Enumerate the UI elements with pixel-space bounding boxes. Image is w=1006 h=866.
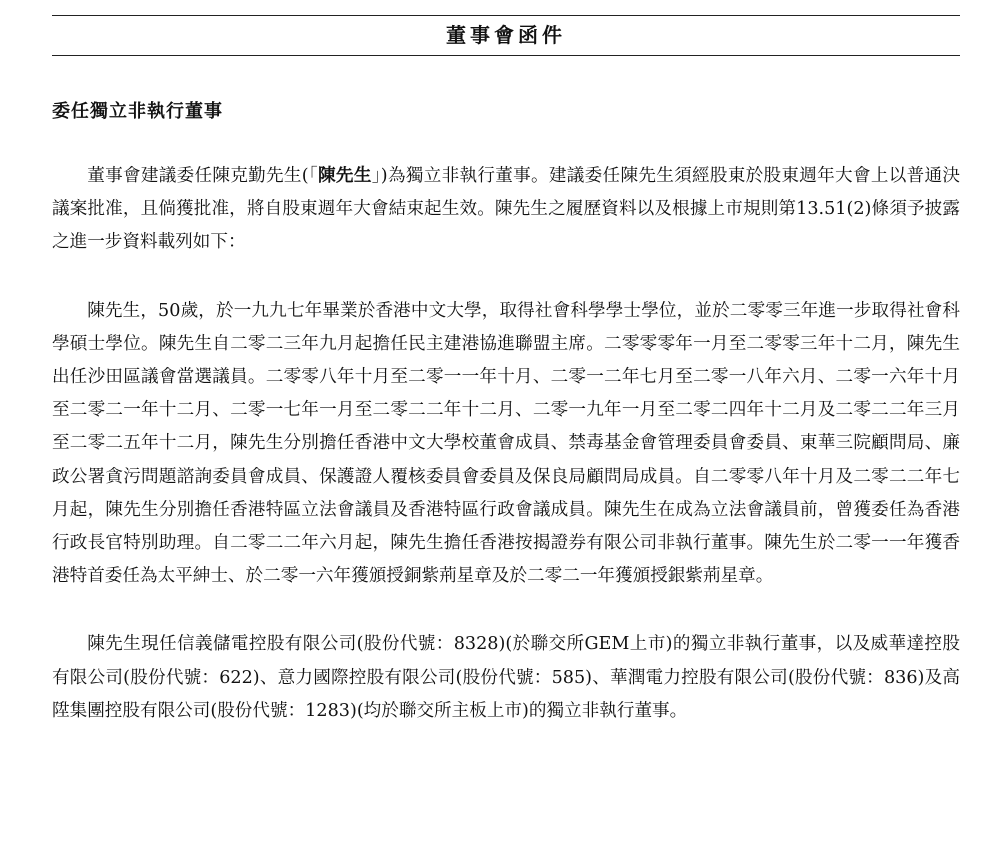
paragraph-biography: 陳先生，50歲，於一九九七年畢業於香港中文大學，取得社會科學學士學位，並於二零零三年進一步取得社會科學碩士學位。陳先生自二零二三年九月起擔任民主建港協進聯盟主席。二零零零年一月至二零零三年十二月，陳先生出任沙田區議會當選議員。二零零八年十月至二零一一年十月、二零一二年七月至二零一八年六月、二零一六年十月至二零二一年十二月、二零一七年一月至二零二二年十二月、二零一九年一月至二零二四年十二月及二零二二年三月至二零二五年十二月，陳先生分別擔任香港中文大學校董會成員、禁毒基金會管理委員會委員、東華三院顧問局、廉政公署貪污問題諮詢委員會成員、保護證人覆核委員會委員及保良局顧問局成員。自二零零八年十月及二零二二年七月起，陳先生分別擔任香港特區立法會議員及香港特區行政會議成員。陳先生在成為立法會議員前，曾獲委任為香港行政長官特別助理。自二零二二年六月起，陳先生擔任香港按揭證券有限公司非執行董事。陳先生於二零一一年獲香港特首委任為太平紳士、於二零一六年獲頒授銅紫荊星章及於二零二一年獲頒授銀紫荊星章。: [52, 300, 960, 587]
paragraph-directorships: 陳先生現任信義儲電控股有限公司(股份代號：8328)(於聯交所GEM上市)的獨立非執行董事，以及威華達控股有限公司(股份代號：622)、意力國際控股有限公司(股份代號：585)、華潤電力控股有限公司(股份代號：836)及高陞集團控股有限公司(股份代號：1283)(均於聯交所主板上市)的獨立非執行董事。: [52, 634, 960, 721]
section-heading: 委任獨立非執行董事: [52, 101, 223, 122]
paragraph-text-after: 」)為獨立非執行董事。建議委任陳先生須經股東於股東週年大會上以普通決議案批准，且倘獲批准，將自股東週年大會結束起生效。陳先生之履歷資料以及根據上市規則第13.51(2)條須予披露之進一步資料載列如下：: [52, 166, 960, 253]
page-title: 董事會函件: [52, 16, 960, 56]
paragraph-text-before: 董事會建議委任陳克勤先生(「: [87, 166, 319, 186]
document-page: [52, 0, 960, 728]
paragraph-appointment: [52, 159, 960, 260]
defined-term: 陳先生: [318, 165, 372, 186]
